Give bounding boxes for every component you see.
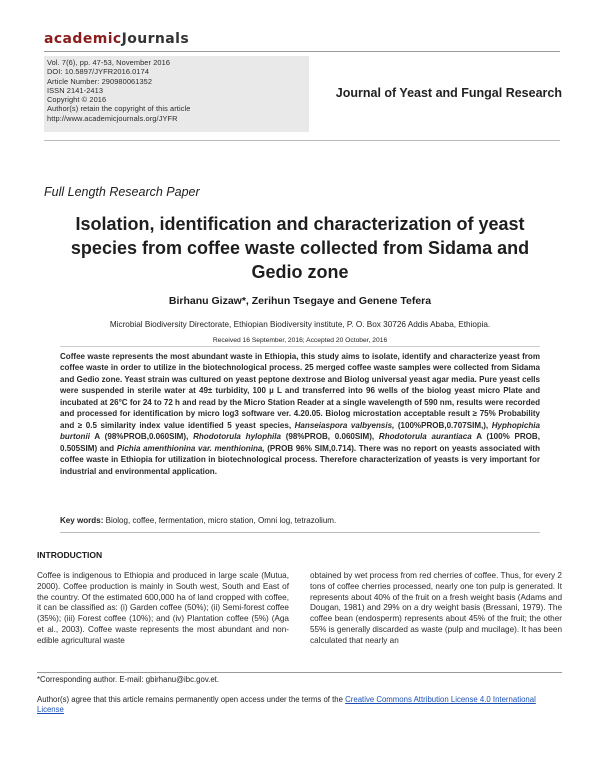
- publisher-logo-part2: Journals: [121, 31, 190, 47]
- section-heading-introduction: INTRODUCTION: [37, 550, 103, 560]
- abstract-text: A (100% PROB, 0.505SIM) and: [60, 432, 540, 453]
- meta-doi: DOI: 10.5897/JYFR2016.0174: [47, 67, 150, 77]
- keywords: [60, 516, 540, 525]
- keywords-divider: [60, 532, 540, 533]
- meta-issn: ISSN 2141-2413: [47, 85, 104, 95]
- journal-name: Journal of Yeast and Fungal Research: [335, 86, 562, 100]
- body-column-right: [310, 571, 562, 646]
- abstract: [60, 351, 540, 477]
- meta-url[interactable]: http://www.academicjournals.org/JYFR: [47, 113, 178, 123]
- received-accepted-dates: Received 16 September, 2016; Accepted 20 October, 2016: [212, 337, 388, 344]
- meta-article-number: Article Number: 290980061352: [47, 76, 153, 86]
- keywords-label: Key words:: [60, 516, 104, 525]
- publisher-logo: [44, 31, 189, 47]
- species-name: Rhodotorula hylophila: [193, 432, 281, 442]
- species-name: Pichia amenthionina var. menthionina,: [116, 443, 265, 453]
- article-meta-box: [44, 56, 309, 132]
- license-link[interactable]: Creative Commons Attribution License 4.0 International License: [37, 695, 536, 715]
- abstract-text: (PROB 96% SIM,0.714). There was no report on yeasts associated with coffee waste in Ethiopia for utilization in biotechnological process. Therefore characterization of yeasts is very important for industrial and environmental application.: [60, 443, 540, 476]
- dates-divider: [60, 346, 540, 347]
- keywords-text: Biolog, coffee, fermentation, micro station, Omni log, tetrazolium.: [103, 516, 337, 525]
- meta-rights: Author(s) retain the copyright of this article: [47, 104, 191, 114]
- abstract-text: Coffee waste represents the most abundant waste in Ethiopia, this study aims to isolate, identify and characterize yeast from coffee waste in order to utilize in the biotechnological process. 25 merged coffee waste samples were collected from Sidama and Gedio zone. Yeast strain was cultured on yeast peptone dextrose and Biolog universal yeast agar media. Pure yeast cells were suspended in sterile water at 49± turbidity, 100 µ L and transferred into 96 wells of the biolog yeast micro Plate and incubated at 26°C for 24 to 72 h and read by the Micro Station Reader at a single wavelength of 590 nm, results were recorded and processed for identification by micro log3 software ver. 4.20.05. Biolog microstation acceptable result ≥ 75% Probability and ≥ 0.5 similarity index value identified 5 yeast species,: [60, 352, 540, 430]
- body-paragraph: obtained by wet process from red cherries of coffee. Thus, for every 2 tons of coffee cherries processed, nearly one ton pulp is generated. It represents about 40% of the fruit on a fresh weight basis (Adams and Dougan, 1981) and 29% on a dry weight basis (Bressani, 1979). The coffee bean (endosperm) represents about 45% of the fruit; the other 55% is generally discarded as waste (pulp and mucilage). It has been calculated that nearly an: [310, 571, 562, 645]
- meta-copyright: Copyright © 2016: [47, 95, 107, 105]
- body-paragraph: Coffee is indigenous to Ethiopia and produced in large scale (Mutua, 2000). Coffee production is mainly in South west, South and East of the country. Of the estimated 600,000 ha of land cropped with coffee, it can be classified as: (i) Garden coffee (50%); (ii) Semi-forest coffee (35%); (iii) Forest coffee (10%); and (iv) Plantation coffee (5%) (Aga et al., 2003). Coffee waste represents the most abundant and non-edible agricultural waste: [37, 571, 289, 645]
- corresponding-author-note: *Corresponding author. E-mail: gbirhanu@ibc.gov.et.: [37, 675, 220, 684]
- species-name: Hanseiaspora valbyensis,: [294, 420, 395, 430]
- author-list: Birhanu Gizaw*, Zerihun Tsegaye and Genene Tefera: [168, 295, 432, 307]
- license-note: [37, 695, 562, 716]
- meta-volume: Vol. 7(6), pp. 47-53, November 2016: [47, 58, 171, 67]
- affiliation: Microbial Biodiversity Directorate, Ethiopian Biodiversity institute, P. O. Box 30726 Addis Ababa, Ethiopia.: [109, 320, 491, 329]
- header-divider: [44, 51, 560, 52]
- license-text: Author(s) agree that this article remains permanently open access under the terms of the: [37, 695, 346, 704]
- footnote-divider: [37, 672, 562, 673]
- body-column-left: [37, 571, 289, 646]
- species-name: Rhodotorula aurantiaca: [378, 432, 472, 442]
- section-type: Full Length Research Paper: [44, 185, 200, 199]
- masthead-divider: [44, 140, 560, 141]
- species-name: Hyphopichia burtonii: [60, 420, 540, 442]
- publisher-logo-part1: academic: [44, 31, 122, 47]
- abstract-text: A (98%PROB,0.060SIM),: [89, 432, 189, 442]
- paper-title: Isolation, identification and characterization of yeast species from coffee waste collected from Sidama and Gedio zone: [70, 214, 530, 282]
- abstract-text: (98%PROB, 0.060SIM),: [280, 432, 375, 442]
- abstract-text: (100%PROB,0.707SIM,),: [394, 420, 489, 430]
